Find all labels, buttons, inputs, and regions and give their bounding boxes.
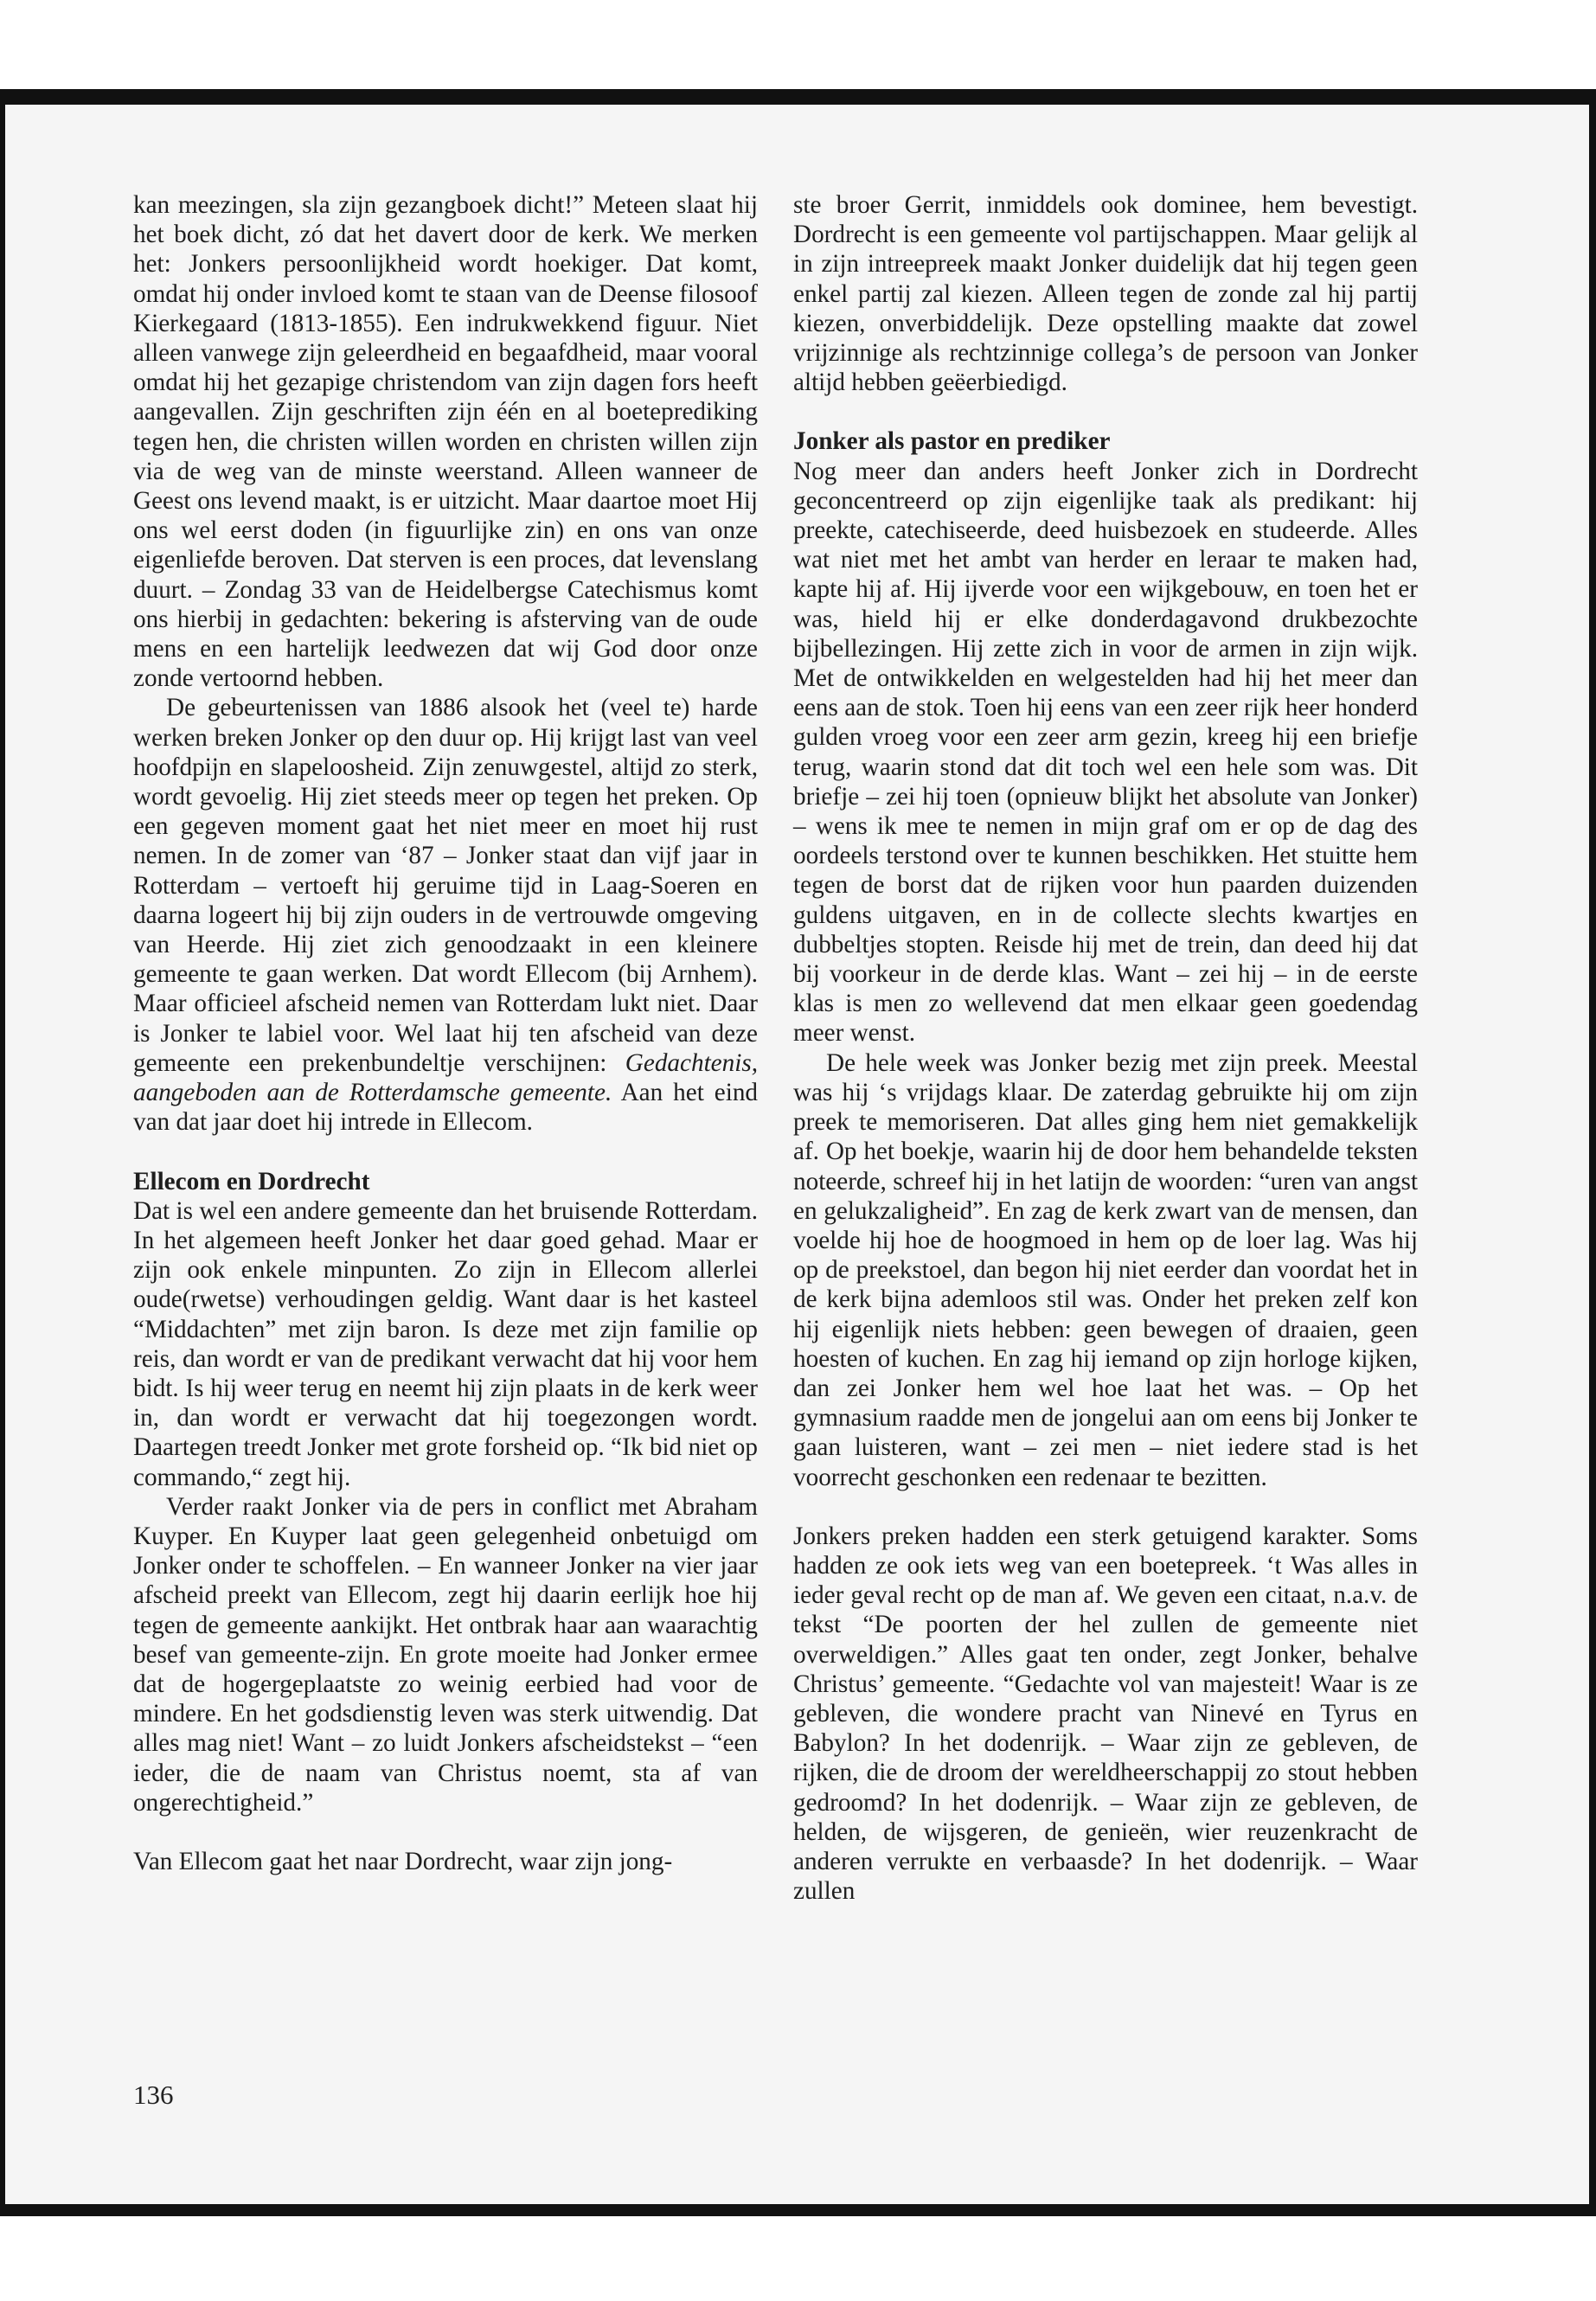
scan-top-border (0, 89, 1596, 105)
left-paragraph-1: kan meezingen, sla zijn gezangboek dicht!” Meteen slaat hij het boek dicht, zó dat het davert door de kerk. We merken het: Jonkers persoonlijkheid wordt hoekiger. Dat komt, omdat hij onder invloed komt te staan van de Deense filosoof Kierkegaard (1813-1855). Een indrukwekkend figuur. Niet alleen vanwege zijn geleerdheid en begaafdheid, maar vooral omdat hij het gezapige christendom van zijn dagen fors heeft aangevallen. Zijn geschriften zijn één en al boeteprediking tegen hen, die christen willen worden en christen willen zijn via de weg van de minste weerstand. Alleen wanneer de Geest ons levend maakt, is er uitzicht. Maar daartoe moet Hij ons wel eerst doden (in figuurlijke zin) en ons van onze eigenliefde beroven. Dat sterven is een proces, dat levenslang duurt. – Zondag 33 van de Heidelbergse Catechismus komt ons hierbij in gedachten: bekering is afsterving van de oude mens en een hartelijk leedwezen dat wij God door onze zonde vertoornd hebben. (133, 191, 758, 693)
page-number: 136 (133, 2080, 174, 2110)
heading-jonker-als-pastor: Jonker als pastor en prediker (793, 427, 1111, 456)
bundle-title: Gedachtenis, aangeboden aan de Rotterdamsche gemeente. (133, 1048, 758, 1107)
left-column (133, 190, 758, 1876)
left-paragraph-2-text: De gebeurtenissen van 1886 alsook het (veel te) harde werken breken Jonker op den duur op. Hij krijgt last van veel hoofdpijn en slapeloosheid. Zijn zenuwgestel, altijd zo sterk, wordt gevoelig. Hij ziet steeds meer op tegen het preken. Op een gegeven moment gaat het niet meer en moet hij rust nemen. In de zomer van ‘87 – Jonker staat dan vijf jaar in Rotterdam – vertoeft hij geruime tijd in Laag-Soeren en daarna logeert hij bij zijn ouders in de vertrouwde omgeving van Heerde. Hij ziet zich genoodzaakt in een kleinere gemeente te gaan werken. Dat wordt Ellecom (bij Arnhem). Maar officieel afscheid nemen van Rotterdam lukt niet. Daar is Jonker te labiel voor. Wel laat hij ten afscheid van deze gemeente een prekenbundeltje verschijnen: (133, 694, 758, 1077)
right-paragraph-4: Jonkers preken hadden een sterk getuigend karakter. Soms hadden ze ook iets weg van een boetepreek. ‘t Was alles in ieder geval recht op de man af. We geven een citaat, n.a.v. de tekst “De poorten der hel zullen de gemeente niet overweldigen.” Alles gaat ten onder, zegt Jonker, behalve Christus’ gemeente. “Gedachte vol van majesteit! Waar is ze gebleven, die wondere pracht van Ninevé en Tyrus en Babylon? In het dodenrijk. – Waar zijn ze gebleven, de rijken, die de droom der wereldheerschappij zo stout hebben gedroomd? In het dodenrijk. – Waar zijn ze gebleven, de helden, de wijsgeren, de genieën, wier reuzenkracht de anderen verrukte en verbaasde? In het dodenrijk. – Waar zullen (793, 1522, 1418, 1906)
left-paragraph-5: Van Ellecom gaat het naar Dordrecht, waar zijn jong- (133, 1847, 673, 1875)
right-paragraph-3: De hele week was Jonker bezig met zijn preek. Meestal was hij ‘s vrijdags klaar. De zaterdag gebruikte hij om zijn preek te memoriseren. Dat alles ging hem niet gemakkelijk af. Op het boekje, waarin hij de door hem behandelde teksten noteerde, schreef hij in het latijn de woorden: “uren van angst en gelukzaligheid”. En zag de kerk zwart van de mensen, dan voelde hij hoe de hoogmoed in hem op de loer lag. Was hij op de preekstoel, dan begon hij niet eerder dan voordat het in de kerk bijna ademloos stil was. Onder het preken zelf kon hij eigenlijk niets hebben: geen bewegen of draaien, geen hoesten of kuchen. En zag hij iemand op zijn horloge kijken, dan zei Jonker hem wel hoe laat het was. – Op het gymnasium raadde men de jongelui aan om eens bij Jonker te gaan luisteren, want – zei men – niet iedere stad is het voorrecht geschonken een redenaar te bezitten. (793, 1048, 1418, 1491)
scan-right-border (1589, 89, 1596, 2216)
right-paragraph-1: ste broer Gerrit, inmiddels ook dominee, hem bevestigt. Dordrecht is een gemeente vol partijschappen. Maar gelijk al in zijn intreepreek maakt Jonker duidelijk dat hij tegen geen enkel partij zal kiezen. Alleen tegen de zonde zal hij partij kiezen, onverbiddelijk. Deze opstelling maakte dat zowel vrijzinnige als rechtzinnige collega’s de persoon van Jonker altijd hebben geëerbiedigd. (793, 191, 1418, 397)
left-paragraph-2-end: Aan het eind van dat jaar doet hij intrede in Ellecom. (133, 1079, 759, 1137)
left-paragraph-2 (133, 693, 758, 1137)
left-paragraph-3: Dat is wel een andere gemeente dan het bruisende Rotterdam. In het algemeen heeft Jonker het daar goed gehad. Maar er zijn ook enkele minpunten. Zo zijn in Ellecom allerlei oude(rwetse) verhoudingen geldig. Want daar is het kasteel “Middachten” met zijn baron. Is deze met zijn familie op reis, dan wordt er van de predikant verwacht dat hij voor hem bidt. Is hij weer terug en neemt hij zijn plaats in de kerk weer in, dan wordt er verwacht dat hij toegezongen wordt. Daartegen treedt Jonker met grote forsheid op. “Ik bid niet op commando,“ zegt hij. (133, 1196, 758, 1491)
scan-bottom-border (0, 2204, 1596, 2216)
right-paragraph-2: Nog meer dan anders heeft Jonker zich in Dordrecht geconcentreerd op zijn eigenlijke taak als predikant: hij preekte, catechiseerde, deed huisbezoek en studeerde. Alles wat niet met het ambt van herder en leraar te maken had, kapte hij af. Hij ijverde voor een wijkgebouw, en toen het er was, hield hij er elke donderdagavond drukbezochte bijbellezingen. Hij zette zich in voor de armen in zijn wijk. Met de ontwikkelden en welgestelden had hij het meer dan eens aan de stok. Toen hij eens van een zeer rijk heer honderd gulden vroeg voor een zeer arm gezin, kreeg hij een briefje terug, waarin stond dat dit toch wel een hele som was. Dit briefje – zei hij toen (opnieuw blijkt het absolute van Jonker) – wens ik mee te nemen in mijn graf om er op de dag des oordeels terstond over te kunnen beschikken. Het stuitte hem tegen de borst dat de rijken voor hun paarden duizenden guldens uitgaven, en in de collecte slechts kwartjes en dubbeltjes stopten. Reisde hij met de trein, dan deed hij dat bij voorkeur in de derde klas. Want – zei hij – in de eerste klas is men zo wellevend dat men elkaar geen goedendag meer wenst. (793, 457, 1418, 1048)
heading-ellecom-en-dordrecht: Ellecom en Dordrecht (133, 1167, 370, 1195)
right-column (793, 190, 1418, 1906)
left-paragraph-4: Verder raakt Jonker via de pers in conflict met Abraham Kuyper. En Kuyper laat geen gelegenheid onbetuigd om Jonker onder te schoffelen. – En wanneer Jonker na vier jaar afscheid preekt van Ellecom, zegt hij daarin eerlijk hoe hij tegen de gemeente aankijkt. Het ontbrak haar aan waarachtig besef van gemeente-zijn. En grote moeite had Jonker ermee dat de hogergeplaatste zo weinig eerbied had voor de mindere. En het godsdienstig leven was sterk uitwendig. Dat alles mag niet! Want – zo luidt Jonkers afscheidstekst – “een ieder, die de naam van Christus noemt, sta af van ongerechtigheid.” (133, 1492, 758, 1817)
